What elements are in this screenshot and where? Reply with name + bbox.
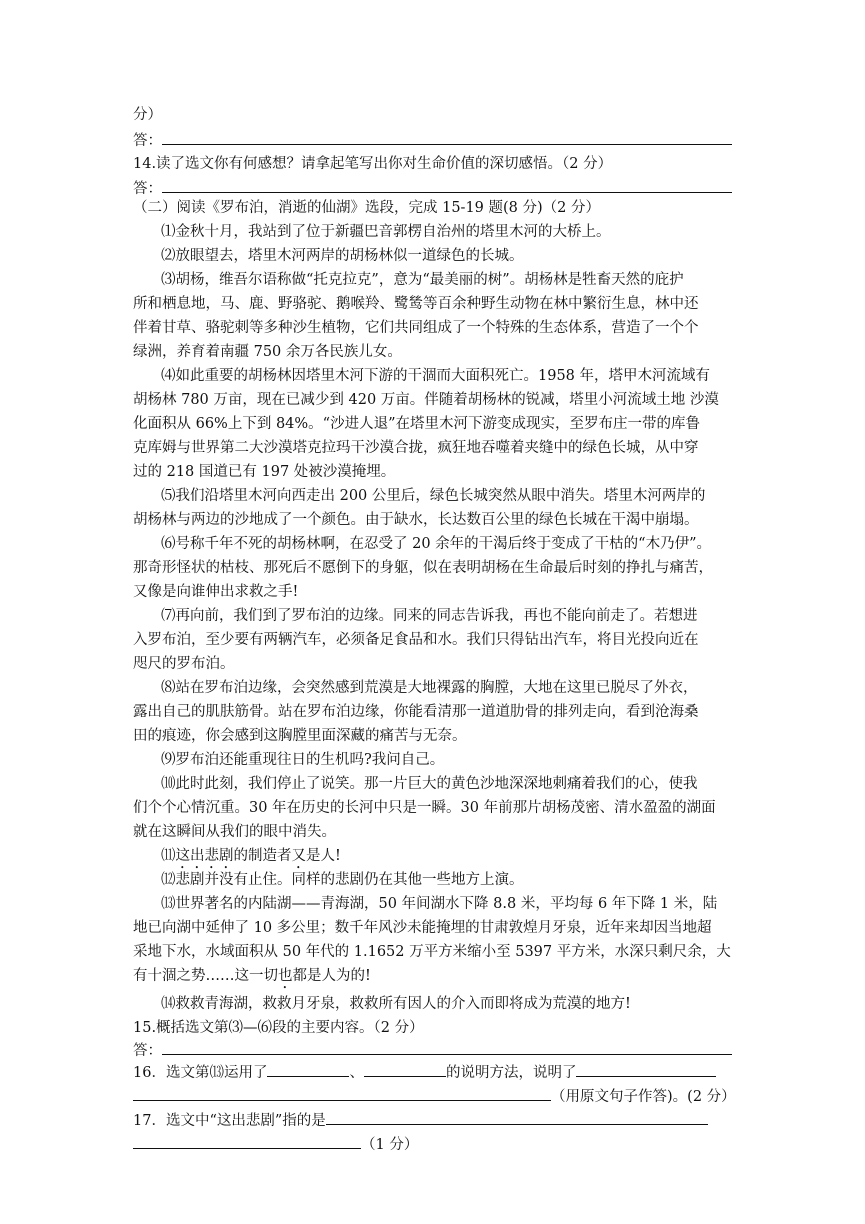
paragraph-11-text: 的制造者	[233, 848, 292, 864]
paragraph-1: ⑴金秋十月，我站到了位于新疆巴音郭楞自治州的塔里木河的大桥上。	[161, 224, 611, 240]
answer-label: 答：	[133, 1043, 162, 1059]
paragraph-14: ⒁救救青海湖，救救月牙泉，救救所有因人的介入而即将成为荒漠的地方!	[161, 996, 631, 1012]
emphasized-phrase: 这出悲剧	[175, 848, 234, 864]
paragraph-7-line: 咫尺的罗布泊。	[133, 656, 235, 672]
paragraph-13-line: 地已向湖中延伸了 10 多公里；数千年风沙未能掩埋的甘肃敦煌月牙泉，近年来却因当地超	[133, 920, 712, 936]
paragraph-12: ⑿悲剧并没有止住。同样的悲剧仍在其他一些地方上演。	[161, 872, 524, 888]
question-17-text: 17．选文中“这出悲剧”指的是	[133, 1113, 326, 1129]
blank-explanation-cont[interactable]	[133, 1084, 551, 1101]
paragraph-13-last-line	[133, 964, 733, 992]
paragraph-6-line: ⑹号称千年不死的胡杨林啊，在忍受了 20 余年的干渴后终于变成了干枯的“木乃伊”。	[161, 536, 711, 552]
paragraph-9: ⑼罗布泊还能重现往日的生机吗?我问自己。	[161, 752, 445, 768]
question-14: 14.读了选文你有何感想？请拿起笔写出你对生命价值的深切感悟。（2 分）	[133, 156, 613, 172]
paragraph-2: ⑵放眼望去，塔里木河两岸的胡杨林似一道绿色的长城。	[161, 248, 524, 264]
paragraph-3-line: 绿洲，养育着南疆 750 余万各民族儿女。	[133, 344, 402, 360]
paragraph-7-line: ⑺再向前，我们到了罗布泊的边缘。同来的同志告诉我，再也不能向前走了。若想进	[161, 608, 698, 624]
question-16-cont	[133, 1084, 736, 1109]
question-15: 15.概括选文第⑶—⑹段的主要内容。（2 分）	[133, 1020, 424, 1036]
q13-tail: 分）	[133, 107, 162, 123]
question-16-text: 16．选文第⒀运用了	[133, 1065, 268, 1081]
paragraph-13-line: ⒀世界著名的内陆湖——青海湖，50 年间湖水下降 8.8 米，平均每 6 年下降 1 米，陆	[161, 896, 718, 912]
blank-tragedy[interactable]	[326, 1108, 708, 1125]
blank-explanation[interactable]	[576, 1060, 716, 1077]
paragraph-11-end: 是人!	[306, 848, 341, 864]
emphasized-word: 也	[278, 968, 293, 984]
emphasized-word: 又	[291, 848, 306, 864]
question-16-sep: 、	[349, 1065, 364, 1081]
paragraph-13-end: 都是人为的!	[292, 968, 371, 984]
paragraph-6-line: 那奇形怪状的枯枝、那死后不愿倒下的身躯，似在表明胡杨在生命最后时刻的挣扎与痛苦，	[133, 560, 713, 576]
question-16-points: （用原文句子作答)。(2 分）	[551, 1089, 736, 1105]
answer-blank-14[interactable]	[162, 176, 732, 193]
answer-label: 答：	[133, 181, 162, 197]
question-16	[133, 1060, 733, 1085]
paragraph-10-line: 们个个心情沉重。30 年在历史的长河中只是一瞬。30 年前那片胡杨茂密、清水盈盈的湖面	[133, 800, 716, 816]
paragraph-4-line: 化面积从 66%上下到 84%。“沙进人退”在塔里木河下游变成现实，至罗布庄一带的库鲁	[133, 416, 700, 432]
paragraph-4-line: 胡杨林 780 万亩，现在已减少到 420 万亩。伴随着胡杨林的锐减，塔里小河流域土地 沙漠	[133, 392, 719, 408]
paragraph-4-line: 克库姆与世界第二大沙漠塔克拉玛干沙漠合拢，疯狂地吞噬着夹缝中的绿色长城，从中穿	[133, 440, 699, 456]
paragraph-4-line: 过的 218 国道已有 197 处被沙漠掩埋。	[133, 464, 396, 480]
question-16-text: 的说明方法，说明了	[445, 1065, 577, 1081]
paragraph-4-line: ⑷如此重要的胡杨林因塔里木河下游的干涸而大面积死亡。1958 年，塔甲木河流域有	[161, 368, 711, 384]
section-2-heading: （二）阅读《罗布泊，消逝的仙湖》选段，完成 15-19 题(8 分)（2 分）	[133, 200, 600, 216]
paragraph-8-line: 露出自己的肌肤筋骨。站在罗布泊边缘，你能看清那一道道肋骨的排列走向，看到沧海桑	[133, 704, 699, 720]
question-17	[133, 1108, 733, 1133]
paragraph-5-line: ⑸我们沿塔里木河向西走出 200 公里后，绿色长城突然从眼中消失。塔里木河两岸的	[161, 488, 706, 504]
blank-tragedy-cont[interactable]	[133, 1132, 361, 1149]
paragraph-3-line: 伴着甘草、骆驼刺等多种沙生植物，它们共同组成了一个特殊的生态体系，营造了一个个	[133, 320, 699, 336]
paragraph-7-line: 入罗布泊，至少要有两辆汽车，必须备足食品和水。我们只得钻出汽车，将目光投向近在	[133, 632, 699, 648]
answer-line-13	[133, 128, 733, 153]
paragraph-3-line: ⑶胡杨，维吾尔语称做“托克拉克”，意为“最美丽的树”。胡杨林是牲畜天然的庇护	[161, 272, 684, 288]
answer-blank-13[interactable]	[162, 128, 732, 145]
question-17-points: （1 分）	[361, 1137, 419, 1153]
blank-method-2[interactable]	[364, 1060, 446, 1077]
paragraph-13-line: 采地下水，水域面积从 50 年代的 1.1652 万平方米缩小至 5397 平方米，水深只剩尺余，大	[133, 944, 731, 960]
question-17-cont	[133, 1132, 733, 1157]
blank-method-1[interactable]	[267, 1060, 349, 1077]
paragraph-11-number: ⑾	[161, 848, 176, 864]
answer-label: 答：	[133, 133, 162, 149]
paragraph-13-text: 有十涸之势……这一切	[133, 968, 278, 984]
paragraph-10-line: ⑽此时此刻，我们停止了说笑。那一片巨大的黄色沙地深深地刺痛着我们的心，使我	[161, 776, 698, 792]
paragraph-5-line: 胡杨林与两边的沙地成了一个颜色。由于缺水，长达数百公里的绿色长城在干渴中崩塌。	[133, 512, 699, 528]
paragraph-8-line: ⑻站在罗布泊边缘，会突然感到荒漠是大地裸露的胸膛，大地在这里已脱尽了外衣，	[161, 680, 698, 696]
paragraph-6-line: 又像是向谁伸出求救之手!	[133, 584, 299, 600]
paragraph-8-line: 田的痕迹，你会感到这胸膛里面深藏的痛苦与无奈。	[133, 728, 467, 744]
answer-blank-15[interactable]	[162, 1038, 732, 1055]
paragraph-10-line: 就在这瞬间从我们的眼中消失。	[133, 824, 336, 840]
paragraph-3-line: 所和栖息地，马、鹿、野骆驼、鹅喉羚、鹭鸶等百余种野生动物在林中繁衍生息，林中还	[133, 296, 699, 312]
